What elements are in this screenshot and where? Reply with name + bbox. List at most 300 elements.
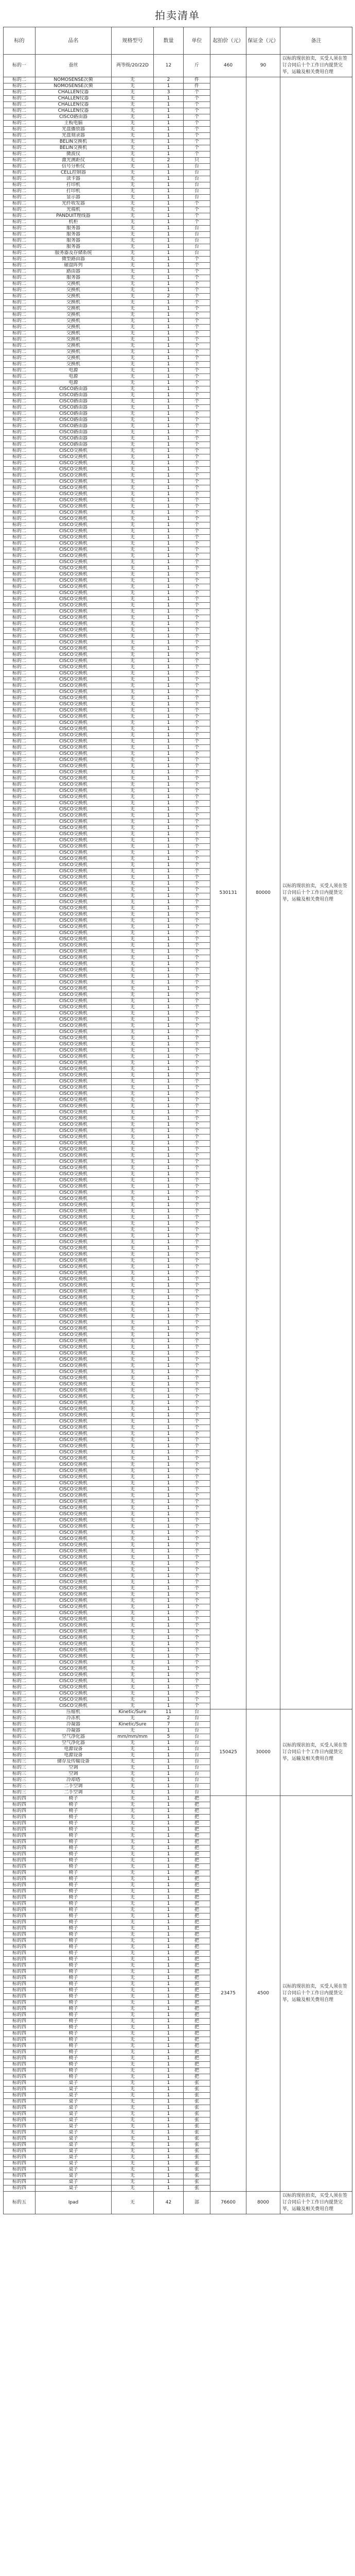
cell-qty: 1 xyxy=(154,937,184,943)
cell-unit: 台 xyxy=(184,238,210,244)
cell-name: CISCO交换机 xyxy=(36,516,112,522)
cell-spec: 无 xyxy=(112,696,154,702)
cell-spec: 无 xyxy=(112,257,154,263)
cell-unit: 个 xyxy=(184,998,210,1005)
cell-lot: 标的二 xyxy=(4,646,36,652)
cell-spec: 无 xyxy=(112,1475,154,1481)
cell-lot: 标的四 xyxy=(4,2049,36,2056)
cell-unit: 个 xyxy=(184,906,210,912)
cell-name: CISCO交换机 xyxy=(36,1437,112,1444)
cell-spec: 无 xyxy=(112,1184,154,1190)
cell-name: CISCO交换机 xyxy=(36,1493,112,1499)
cell-qty: 1 xyxy=(154,813,184,819)
cell-lot: 标的四 xyxy=(4,2099,36,2105)
cell-name: CISCO交换机 xyxy=(36,541,112,547)
cell-qty: 1 xyxy=(154,1549,184,1555)
cell-spec: 无 xyxy=(112,1190,154,1196)
cell-spec: 无 xyxy=(112,1264,154,1270)
cell-qty: 1 xyxy=(154,1827,184,1833)
cell-spec: 无 xyxy=(112,2192,154,2214)
cell-qty: 1 xyxy=(154,263,184,269)
cell-lot: 标的三 xyxy=(4,1753,36,1759)
cell-lot: 标的二 xyxy=(4,1679,36,1685)
cell-name: 交换机 xyxy=(36,281,112,287)
cell-spec: 无 xyxy=(112,621,154,628)
cell-name: 椅子 xyxy=(36,1901,112,1907)
cell-qty: 1 xyxy=(154,708,184,714)
cell-spec: 无 xyxy=(112,2173,154,2179)
cell-unit: 个 xyxy=(184,201,210,207)
cell-name: CISCO交换机 xyxy=(36,1116,112,1122)
cell-lot: 标的二 xyxy=(4,1190,36,1196)
cell-spec: 无 xyxy=(112,294,154,300)
cell-name: CISCO交换机 xyxy=(36,992,112,998)
cell-qty: 1 xyxy=(154,1425,184,1431)
cell-lot: 标的二 xyxy=(4,584,36,590)
cell-spec: 无 xyxy=(112,652,154,658)
cell-qty: 1 xyxy=(154,943,184,949)
cell-spec: Kinetic/Sure xyxy=(112,1722,154,1728)
cell-unit: 个 xyxy=(184,1512,210,1518)
cell-qty: 1 xyxy=(154,522,184,529)
cell-lot: 标的四 xyxy=(4,2167,36,2173)
cell-spec: 无 xyxy=(112,2031,154,2037)
cell-spec: 无 xyxy=(112,1926,154,1932)
cell-unit: 个 xyxy=(184,1543,210,1549)
cell-spec: 无 xyxy=(112,1784,154,1790)
cell-name: 椅子 xyxy=(36,2049,112,2056)
cell-unit: 个 xyxy=(184,739,210,745)
cell-name: 二手空调 xyxy=(36,1784,112,1790)
cell-qty: 1 xyxy=(154,1128,184,1134)
cell-name: 椅子 xyxy=(36,2025,112,2031)
cell-lot: 标的二 xyxy=(4,708,36,714)
cell-spec: 无 xyxy=(112,1159,154,1165)
cell-spec: 无 xyxy=(112,770,154,776)
cell-unit: 个 xyxy=(184,145,210,151)
cell-qty: 1 xyxy=(154,226,184,232)
cell-spec: 无 xyxy=(112,1023,154,1029)
cell-qty: 1 xyxy=(154,2117,184,2124)
cell-unit: 个 xyxy=(184,1017,210,1023)
cell-name: CISCO交换机 xyxy=(36,1549,112,1555)
cell-name: 桌子 xyxy=(36,2167,112,2173)
cell-lot: 标的二 xyxy=(4,875,36,881)
cell-unit: 个 xyxy=(184,757,210,764)
cell-unit: 个 xyxy=(184,943,210,949)
cell-lot: 标的二 xyxy=(4,1320,36,1326)
cell-qty: 1 xyxy=(154,96,184,102)
cell-lot: 标的四 xyxy=(4,1815,36,1821)
cell-name: CISCO交换机 xyxy=(36,479,112,485)
cell-name: 显示器 xyxy=(36,195,112,201)
cell-name: 打印机 xyxy=(36,182,112,189)
cell-unit: 个 xyxy=(184,1258,210,1264)
cell-unit: 个 xyxy=(184,1703,210,1709)
cell-start-price: 460 xyxy=(210,55,246,77)
cell-lot: 标的二 xyxy=(4,615,36,621)
cell-name: 空调 xyxy=(36,1771,112,1777)
cell-start-price: 23475 xyxy=(210,1796,246,2192)
cell-unit: 张 xyxy=(184,2148,210,2155)
cell-name: CISCO交换机 xyxy=(36,974,112,980)
cell-lot: 标的二 xyxy=(4,1580,36,1586)
cell-name: 椅子 xyxy=(36,2043,112,2049)
cell-spec: 无 xyxy=(112,807,154,813)
cell-lot: 标的二 xyxy=(4,1351,36,1357)
cell-spec: 无 xyxy=(112,195,154,201)
cell-qty: 1 xyxy=(154,219,184,226)
cell-name: CISCO交换机 xyxy=(36,906,112,912)
cell-lot: 标的二 xyxy=(4,207,36,213)
cell-name: CISCO路由器 xyxy=(36,430,112,436)
cell-lot: 标的二 xyxy=(4,1011,36,1017)
cell-unit: 个 xyxy=(184,269,210,275)
cell-unit: 把 xyxy=(184,1815,210,1821)
table-row xyxy=(4,1796,352,1802)
cell-name: CISCO交换机 xyxy=(36,1066,112,1073)
cell-lot: 标的四 xyxy=(4,2087,36,2093)
cell-unit: 个 xyxy=(184,992,210,998)
cell-lot: 标的二 xyxy=(4,1165,36,1172)
cell-spec: 无 xyxy=(112,2155,154,2161)
cell-spec: 无 xyxy=(112,2062,154,2068)
cell-spec: 无 xyxy=(112,405,154,411)
cell-unit: 个 xyxy=(184,151,210,158)
cell-qty: 1 xyxy=(154,1444,184,1450)
cell-unit: 个 xyxy=(184,1505,210,1512)
cell-unit: 个 xyxy=(184,281,210,287)
cell-name: 椅子 xyxy=(36,1833,112,1839)
cell-name: 椅子 xyxy=(36,1963,112,1969)
cell-qty: 1 xyxy=(154,1815,184,1821)
cell-name: CISCO路由器 xyxy=(36,405,112,411)
cell-name: 椅子 xyxy=(36,1944,112,1951)
cell-spec: 无 xyxy=(112,634,154,640)
cell-lot: 标的四 xyxy=(4,2019,36,2025)
cell-qty: 1 xyxy=(154,1617,184,1623)
cell-unit: 个 xyxy=(184,1635,210,1641)
cell-qty: 1 xyxy=(154,1066,184,1073)
cell-qty: 1 xyxy=(154,2185,184,2192)
cell-unit: 个 xyxy=(184,912,210,918)
cell-unit: 个 xyxy=(184,572,210,578)
cell-lot: 标的二 xyxy=(4,739,36,745)
cell-unit: 个 xyxy=(184,1376,210,1382)
cell-unit: 个 xyxy=(184,628,210,634)
cell-spec: 无 xyxy=(112,1141,154,1147)
cell-spec: 无 xyxy=(112,343,154,349)
cell-name: 桌子 xyxy=(36,2117,112,2124)
cell-unit: 个 xyxy=(184,1165,210,1172)
cell-spec: 无 xyxy=(112,1431,154,1437)
cell-unit: 个 xyxy=(184,368,210,374)
cell-qty: 1 xyxy=(154,1555,184,1561)
cell-unit: 个 xyxy=(184,1326,210,1332)
cell-name: CISCO交换机 xyxy=(36,1277,112,1283)
cell-unit: 个 xyxy=(184,869,210,875)
cell-lot: 标的二 xyxy=(4,145,36,151)
cell-lot: 标的二 xyxy=(4,368,36,374)
cell-unit: 个 xyxy=(184,1524,210,1530)
cell-spec: 无 xyxy=(112,1580,154,1586)
cell-name: CISCO交换机 xyxy=(36,1172,112,1178)
cell-unit: 个 xyxy=(184,1264,210,1270)
cell-unit: 台 xyxy=(184,1765,210,1771)
cell-unit: 个 xyxy=(184,1425,210,1431)
cell-qty: 1 xyxy=(154,1406,184,1413)
cell-unit: 把 xyxy=(184,1858,210,1864)
cell-name: CISCO交换机 xyxy=(36,1221,112,1227)
cell-name: CISCO交换机 xyxy=(36,1091,112,1097)
cell-unit: 个 xyxy=(184,850,210,856)
cell-unit: 个 xyxy=(184,1406,210,1413)
cell-spec: 无 xyxy=(112,1728,154,1734)
cell-unit: 个 xyxy=(184,1462,210,1468)
cell-spec: 无 xyxy=(112,1907,154,1913)
cell-lot: 标的四 xyxy=(4,1957,36,1963)
cell-lot: 标的四 xyxy=(4,2173,36,2179)
cell-name: CISCO交换机 xyxy=(36,794,112,801)
cell-qty: 1 xyxy=(154,856,184,862)
cell-lot: 标的二 xyxy=(4,937,36,943)
cell-spec: 无 xyxy=(112,2105,154,2111)
cell-name: 椅子 xyxy=(36,1821,112,1827)
cell-name: 电源设备 xyxy=(36,1753,112,1759)
cell-lot: 标的二 xyxy=(4,1654,36,1660)
cell-name: CISCO交换机 xyxy=(36,1413,112,1419)
cell-name: CISCO交换机 xyxy=(36,1530,112,1536)
cell-lot: 标的二 xyxy=(4,213,36,219)
cell-spec: 无 xyxy=(112,924,154,930)
cell-name: CISCO交换机 xyxy=(36,1289,112,1295)
cell-unit: 个 xyxy=(184,349,210,355)
cell-lot: 标的二 xyxy=(4,1475,36,1481)
cell-lot: 标的二 xyxy=(4,232,36,238)
cell-qty: 1 xyxy=(154,343,184,349)
cell-qty: 1 xyxy=(154,1178,184,1184)
cell-name: 椅子 xyxy=(36,1827,112,1833)
cell-spec: 无 xyxy=(112,139,154,145)
cell-lot: 标的二 xyxy=(4,423,36,430)
cell-qty: 12 xyxy=(154,55,184,77)
cell-lot: 标的二 xyxy=(4,887,36,893)
cell-spec: 无 xyxy=(112,1549,154,1555)
cell-lot: 标的二 xyxy=(4,1258,36,1264)
cell-unit: 个 xyxy=(184,677,210,683)
cell-qty: 1 xyxy=(154,1536,184,1543)
cell-unit: 个 xyxy=(184,1085,210,1091)
cell-spec: 无 xyxy=(112,862,154,869)
cell-spec: 无 xyxy=(112,275,154,281)
cell-spec: 无 xyxy=(112,1518,154,1524)
cell-lot: 标的二 xyxy=(4,1530,36,1536)
cell-spec: 无 xyxy=(112,1845,154,1852)
cell-qty: 1 xyxy=(154,609,184,615)
cell-lot: 标的四 xyxy=(4,1913,36,1920)
cell-lot: 标的二 xyxy=(4,1629,36,1635)
cell-qty: 1 xyxy=(154,621,184,628)
cell-name: CISCO交换机 xyxy=(36,1685,112,1691)
cell-spec: 无 xyxy=(112,2025,154,2031)
cell-qty: 1 xyxy=(154,875,184,881)
cell-unit: 台 xyxy=(184,195,210,201)
cell-qty: 1 xyxy=(154,900,184,906)
cell-unit: 个 xyxy=(184,479,210,485)
cell-name: CISCO交换机 xyxy=(36,875,112,881)
cell-name: 冷凝器 xyxy=(36,1728,112,1734)
cell-name: CISCO交换机 xyxy=(36,782,112,788)
cell-spec: 无 xyxy=(112,1604,154,1611)
cell-spec: 无 xyxy=(112,937,154,943)
cell-deposit: 90 xyxy=(246,55,280,77)
cell-lot: 标的二 xyxy=(4,380,36,386)
cell-lot: 标的三 xyxy=(4,1728,36,1734)
cell-spec: 无 xyxy=(112,1060,154,1066)
cell-qty: 1 xyxy=(154,250,184,257)
cell-spec: 无 xyxy=(112,1629,154,1635)
cell-lot: 标的二 xyxy=(4,386,36,393)
cell-unit: 台 xyxy=(184,1790,210,1796)
cell-spec: 无 xyxy=(112,374,154,380)
cell-unit: 把 xyxy=(184,1876,210,1883)
cell-unit: 个 xyxy=(184,1666,210,1672)
cell-spec: 无 xyxy=(112,640,154,646)
cell-unit: 个 xyxy=(184,597,210,603)
cell-spec: 无 xyxy=(112,1147,154,1153)
cell-unit: 个 xyxy=(184,1295,210,1301)
cell-name: CISCO交换机 xyxy=(36,986,112,992)
cell-lot: 标的二 xyxy=(4,331,36,337)
cell-qty: 1 xyxy=(154,2161,184,2167)
cell-spec: 无 xyxy=(112,671,154,677)
cell-unit: 把 xyxy=(184,1932,210,1938)
cell-spec: 无 xyxy=(112,102,154,108)
cell-name: CISCO交换机 xyxy=(36,1487,112,1493)
cell-name: CISCO交换机 xyxy=(36,900,112,906)
cell-unit: 个 xyxy=(184,671,210,677)
cell-lot: 标的二 xyxy=(4,102,36,108)
cell-lot: 标的四 xyxy=(4,2043,36,2049)
cell-name: 桌子 xyxy=(36,2179,112,2185)
cell-spec: 无 xyxy=(112,250,154,257)
cell-unit: 个 xyxy=(184,590,210,597)
cell-qty: 1 xyxy=(154,832,184,838)
cell-name: CISCO交换机 xyxy=(36,1406,112,1413)
cell-unit: 个 xyxy=(184,1221,210,1227)
cell-spec: 无 xyxy=(112,1592,154,1598)
cell-lot: 标的二 xyxy=(4,294,36,300)
cell-lot: 标的二 xyxy=(4,1048,36,1054)
cell-name: CISCO交换机 xyxy=(36,696,112,702)
cell-lot: 标的三 xyxy=(4,1777,36,1784)
cell-unit: 个 xyxy=(184,1493,210,1499)
cell-qty: 1 xyxy=(154,1147,184,1153)
cell-name: 桌子 xyxy=(36,2087,112,2093)
cell-name: CISCO交换机 xyxy=(36,504,112,510)
cell-unit: 个 xyxy=(184,1499,210,1505)
cell-name: CISCO交换机 xyxy=(36,869,112,875)
cell-name: 空调 xyxy=(36,1765,112,1771)
cell-qty: 1 xyxy=(154,1153,184,1159)
cell-unit: 个 xyxy=(184,510,210,516)
cell-spec: 无 xyxy=(112,535,154,541)
cell-name: CISCO交换机 xyxy=(36,1641,112,1648)
cell-lot: 标的二 xyxy=(4,1104,36,1110)
cell-name: 椅子 xyxy=(36,1969,112,1975)
cell-lot: 标的二 xyxy=(4,986,36,992)
cell-lot: 标的二 xyxy=(4,1227,36,1233)
cell-unit: 个 xyxy=(184,1060,210,1066)
cell-unit: 个 xyxy=(184,343,210,349)
cell-qty: 1 xyxy=(154,1493,184,1499)
cell-unit: 个 xyxy=(184,770,210,776)
cell-name: CISCO交换机 xyxy=(36,584,112,590)
cell-name: CISCO交换机 xyxy=(36,1518,112,1524)
cell-unit: 个 xyxy=(184,825,210,832)
cell-unit: 把 xyxy=(184,1920,210,1926)
cell-spec: 无 xyxy=(112,263,154,269)
cell-qty: 7 xyxy=(154,1722,184,1728)
cell-qty: 1 xyxy=(154,992,184,998)
cell-lot: 标的二 xyxy=(4,1641,36,1648)
cell-spec: 无 xyxy=(112,504,154,510)
cell-lot: 标的四 xyxy=(4,2006,36,2012)
cell-name: 桌子 xyxy=(36,2099,112,2105)
cell-spec: 无 xyxy=(112,572,154,578)
cell-spec: 无 xyxy=(112,1128,154,1134)
cell-spec: 无 xyxy=(112,646,154,652)
cell-name: 信号分析仪 xyxy=(36,164,112,170)
cell-lot: 标的二 xyxy=(4,399,36,405)
cell-name: CISCO路由器 xyxy=(36,399,112,405)
cell-note: 以标的现状拍卖，买受人须在签订合同后十个工作日内提货完毕，运输及相关费用自理 xyxy=(280,2192,352,2214)
cell-qty: 1 xyxy=(154,1481,184,1487)
cell-qty: 1 xyxy=(154,1913,184,1920)
cell-qty: 1 xyxy=(154,1054,184,1060)
cell-lot: 标的二 xyxy=(4,665,36,671)
cell-lot: 标的四 xyxy=(4,1975,36,1981)
cell-unit: 个 xyxy=(184,1042,210,1048)
cell-spec: 无 xyxy=(112,226,154,232)
cell-qty: 1 xyxy=(154,318,184,325)
cell-name: CISCO交换机 xyxy=(36,597,112,603)
cell-qty: 1 xyxy=(154,386,184,393)
cell-name: CISCO交换机 xyxy=(36,714,112,720)
cell-unit: 个 xyxy=(184,856,210,862)
cell-lot: 标的二 xyxy=(4,961,36,968)
cell-lot: 标的二 xyxy=(4,300,36,306)
cell-qty: 1 xyxy=(154,726,184,733)
cell-qty: 1 xyxy=(154,189,184,195)
cell-lot: 标的二 xyxy=(4,1202,36,1209)
cell-spec: 无 xyxy=(112,1419,154,1425)
cell-lot: 标的三 xyxy=(4,1747,36,1753)
cell-unit: 把 xyxy=(184,2019,210,2025)
cell-name: CISCO交换机 xyxy=(36,1604,112,1611)
cell-lot: 标的二 xyxy=(4,1499,36,1505)
cell-lot: 标的二 xyxy=(4,114,36,121)
cell-spec: 无 xyxy=(112,745,154,751)
cell-name: CISCO交换机 xyxy=(36,1054,112,1060)
cell-lot: 标的二 xyxy=(4,1648,36,1654)
cell-lot: 标的四 xyxy=(4,1988,36,1994)
cell-qty: 1 xyxy=(154,696,184,702)
cell-qty: 1 xyxy=(154,1938,184,1944)
cell-name: CISCO交换机 xyxy=(36,1128,112,1134)
cell-name: CISCO交换机 xyxy=(36,739,112,745)
cell-spec: 无 xyxy=(112,881,154,887)
